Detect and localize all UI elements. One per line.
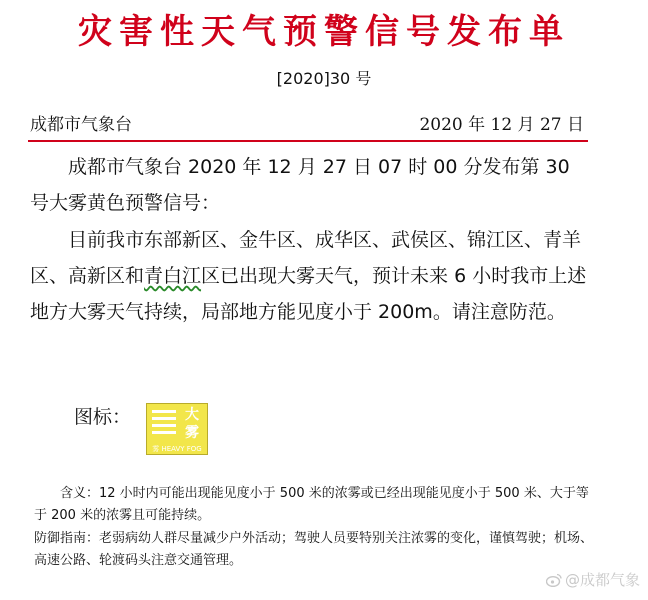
meaning-note: 含义：12 小时内可能出现能见度小于 500 米的浓雾或已经出现能见度小于 500 米、大于等于 200 米的浓雾且可能持续。 xyxy=(34,486,589,523)
situation-text-after: 区已出现大雾天气，预计未来 6 小时我市上述地方大雾天气持续，局部地方能见度小于 200m。请注意防范。 xyxy=(30,265,587,323)
document-number: [2020]30 号 xyxy=(276,69,372,88)
red-divider xyxy=(28,140,588,142)
fog-warning-signal-icon xyxy=(146,403,208,455)
weibo-icon xyxy=(546,573,562,587)
signal-bars xyxy=(152,410,176,438)
document-title: 灾害性天气预警信号发布单 xyxy=(78,12,570,52)
watermark xyxy=(546,569,640,590)
situation-text-underlined: 青白江 xyxy=(144,265,202,287)
watermark-text: @成都气象 xyxy=(564,571,640,589)
signal-char-wu: 雾 xyxy=(185,425,199,441)
signal-caption: 雾 HEAVY FOG xyxy=(152,445,202,453)
announcement-paragraph: 成都市气象台 2020 年 12 月 27 日 07 时 00 分发布第 30 号大雾黄色预警信号： xyxy=(30,156,570,214)
signal-char-da: 大 xyxy=(185,407,199,423)
situation-paragraph xyxy=(30,222,590,330)
issuer-name: 成都市气象台 xyxy=(30,115,132,135)
defense-guide-note: 防御指南：老弱病幼人群尽量减少户外活动；驾驶人员要特别关注浓雾的变化，谨慎驾驶；机场、高速公路、轮渡码头注意交通管理。 xyxy=(34,531,594,568)
situation-text-before: 目前我市东部新区、金牛区、成华区、武侯区、锦江区、青羊区、高新区和 xyxy=(30,229,582,287)
icon-label: 图标： xyxy=(74,406,132,428)
issue-date: 2020 年 12 月 27 日 xyxy=(419,115,584,135)
